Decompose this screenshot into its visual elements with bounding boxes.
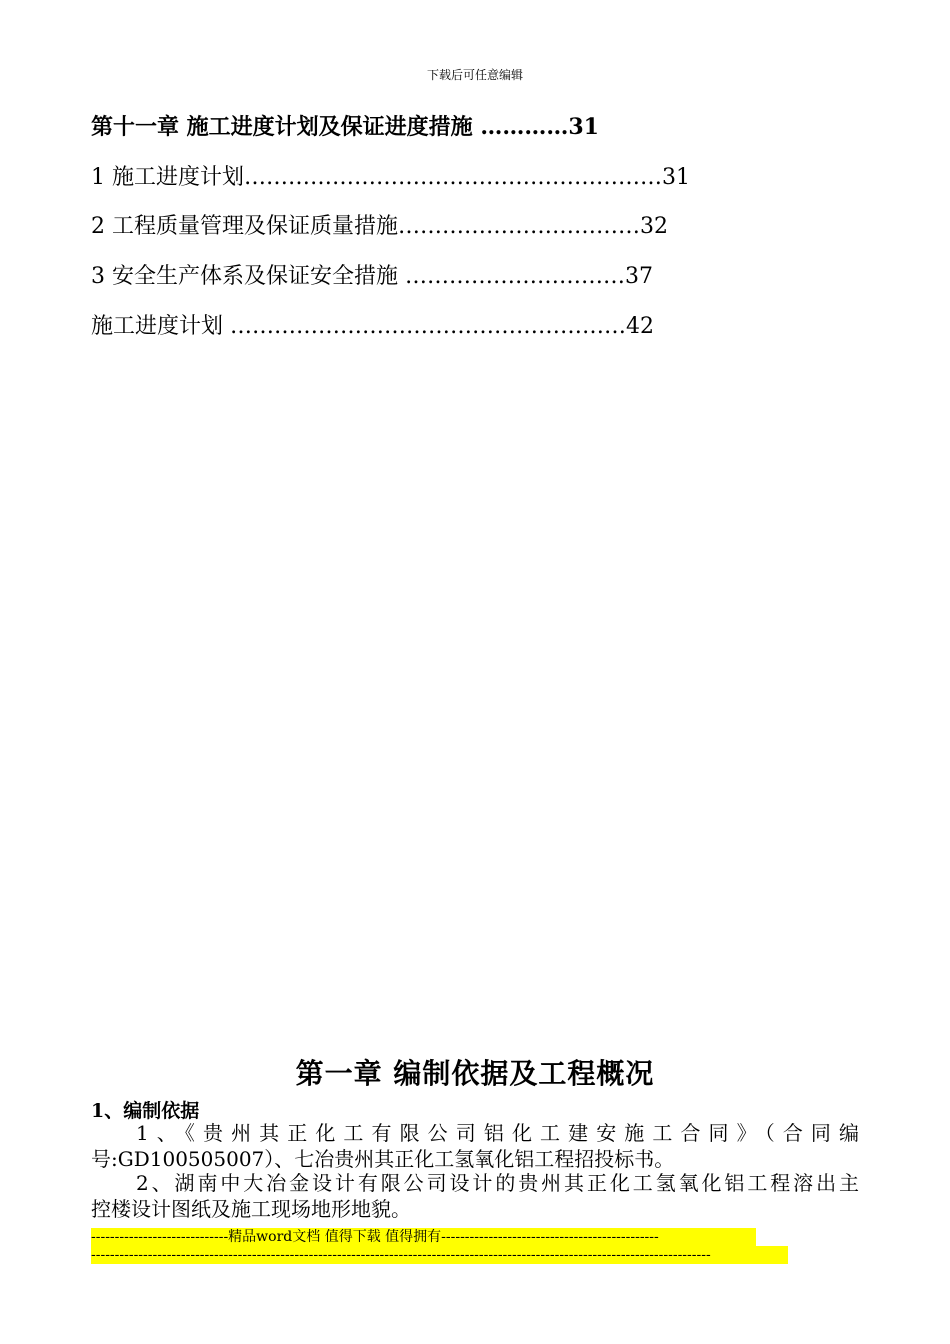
chapter-title: 第一章 编制依据及工程概况: [295, 1057, 655, 1090]
toc-entry-chapter-11[interactable]: 第十一章 施工进度计划及保证进度措施 …………31: [91, 114, 599, 140]
paragraph-1-line-1: 1、《贵州其正化工有限公司铝化工建安施工合同》（合同编: [136, 1121, 859, 1145]
toc-entry-quality[interactable]: 2 工程质量管理及保证质量措施……………………………32: [91, 214, 668, 239]
toc-entry-schedule[interactable]: 1 施工进度计划…………………………………………………31: [91, 165, 690, 190]
paragraph-2-line-1: 2、湖南中大冶金设计有限公司设计的贵州其正化工氢氧化铝工程溶出主: [136, 1171, 859, 1195]
footer-banner: -----------------------------精品word文档 值得下载 值得拥有----------------------------------------------: [91, 1228, 756, 1246]
paragraph-2-line-2: 控楼设计图纸及施工现场地形地貌。: [91, 1197, 411, 1221]
page-header: 下载后可任意编辑: [426, 68, 523, 82]
paragraph-1-line-2: 号:GD100505007）、七冶贵州其正化工氢氧化铝工程招投标书。: [91, 1147, 675, 1171]
section-title: 1、编制依据: [91, 1100, 200, 1122]
footer-divider: -----------------------------------------------------------------------------------------------------------------------------------: [91, 1246, 788, 1264]
toc-entry-safety[interactable]: 3 安全生产体系及保证安全措施 …………………………37: [91, 264, 653, 289]
toc-entry-schedule-plan[interactable]: 施工进度计划 ………………………………………………42: [91, 314, 654, 339]
